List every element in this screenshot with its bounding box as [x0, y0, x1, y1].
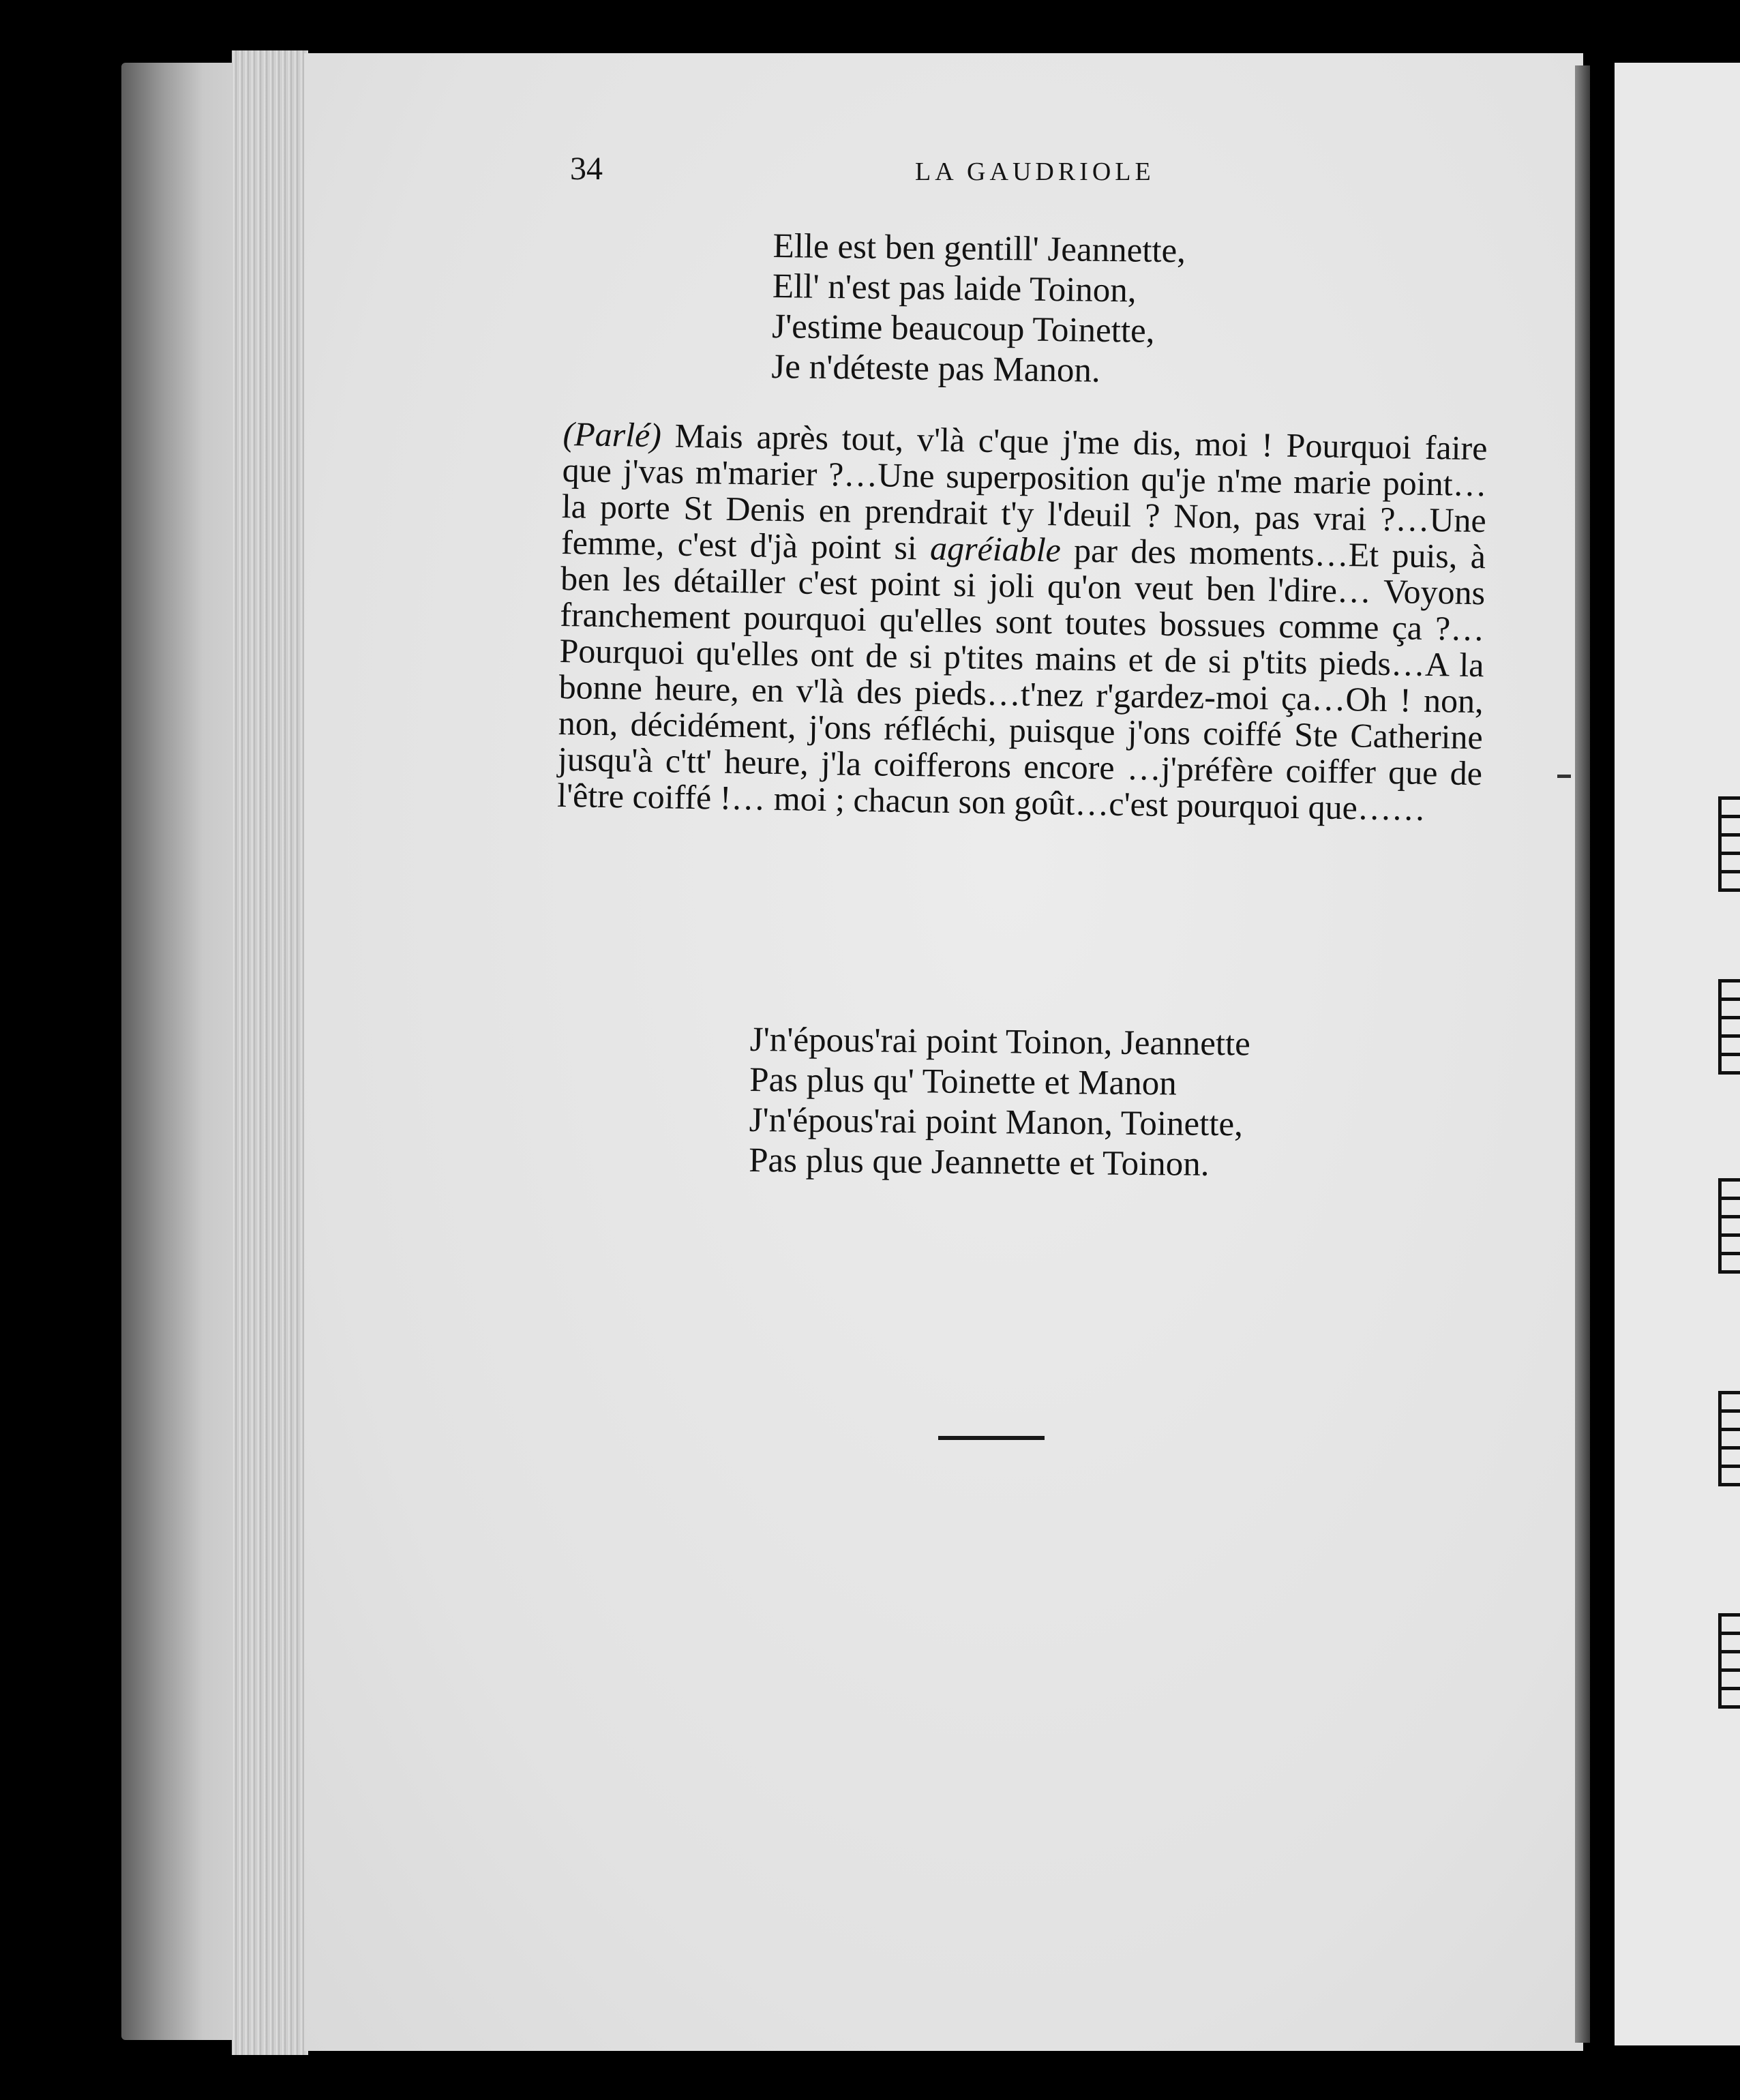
verse-line: Pas plus que Jeannette et Toinon.: [748, 1141, 1210, 1184]
passage-text: par des moments…Et puis, à ben les détailler c'est point si joli qu'on veut ben l'dire… Voyons franchement pourquoi qu'elles sont toutes bossues comme ça ?…Pourquoi qu'elles ont de si p'tites mains et de si p'tits pieds…A la bonne heure, en v'là des pieds…t'nez r'gardez-moi ça…Oh ! non, non, décidément, j'ons réfléchi, puisque j'ons coiffé Ste Catherine jusqu'à c'tt' heure, j'la coifferons encore …j'préfère coiffer que de l'être coiffé !… moi ; chacun son goût…c'est pourquoi que……: [556, 530, 1486, 828]
running-head: LA GAUDRIOLE: [915, 158, 1155, 186]
passage-text: Mais après tout, v'là c'que j'me dis, moi ! Pourquoi faire que j'vas m'marier ?…Une superposition qu'je n'me marie point…la porte St Denis en prendrait t'y l'deuil ? Non, pas vrai ?…Une femme, c'est d'jà point si: [560, 416, 1488, 567]
facing-page-music-staff: [1718, 1178, 1740, 1274]
verse-line: Pas plus qu' Toinette et Manon: [749, 1060, 1177, 1103]
book-gutter: [1575, 65, 1590, 2043]
facing-page-music-staff: [1718, 979, 1740, 1075]
facing-page-music-staff: [1718, 796, 1740, 892]
verse-line: Elle est ben gentill' Jeannette,: [772, 226, 1186, 271]
bleed-through-text: [562, 1167, 1497, 1752]
verse-line: J'n'épous'rai point Manon, Toinette,: [749, 1100, 1244, 1144]
passage-emphasis: agréiable: [929, 528, 1062, 569]
verse-stanza-2: [749, 1020, 1250, 1185]
parle-label: (Parlé): [562, 415, 662, 455]
spoken-passage: [557, 416, 1488, 828]
verse-line: Ell' n'est pas laide Toinon,: [772, 267, 1137, 310]
page-stack-edge: [232, 50, 308, 2055]
end-rule: [938, 1436, 1045, 1440]
margin-mark: [1557, 775, 1571, 778]
verse-line: Je n'déteste pas Manon.: [771, 347, 1101, 390]
facing-page-music-staff: [1718, 1391, 1740, 1486]
verse-line: J'estime beaucoup Toinette,: [771, 307, 1155, 350]
facing-page-music-staff: [1718, 1613, 1740, 1709]
verse-stanza-1: [771, 226, 1186, 392]
verse-line: J'n'épous'rai point Toinon, Jeannette: [749, 1021, 1251, 1064]
page-number: 34: [570, 151, 603, 187]
